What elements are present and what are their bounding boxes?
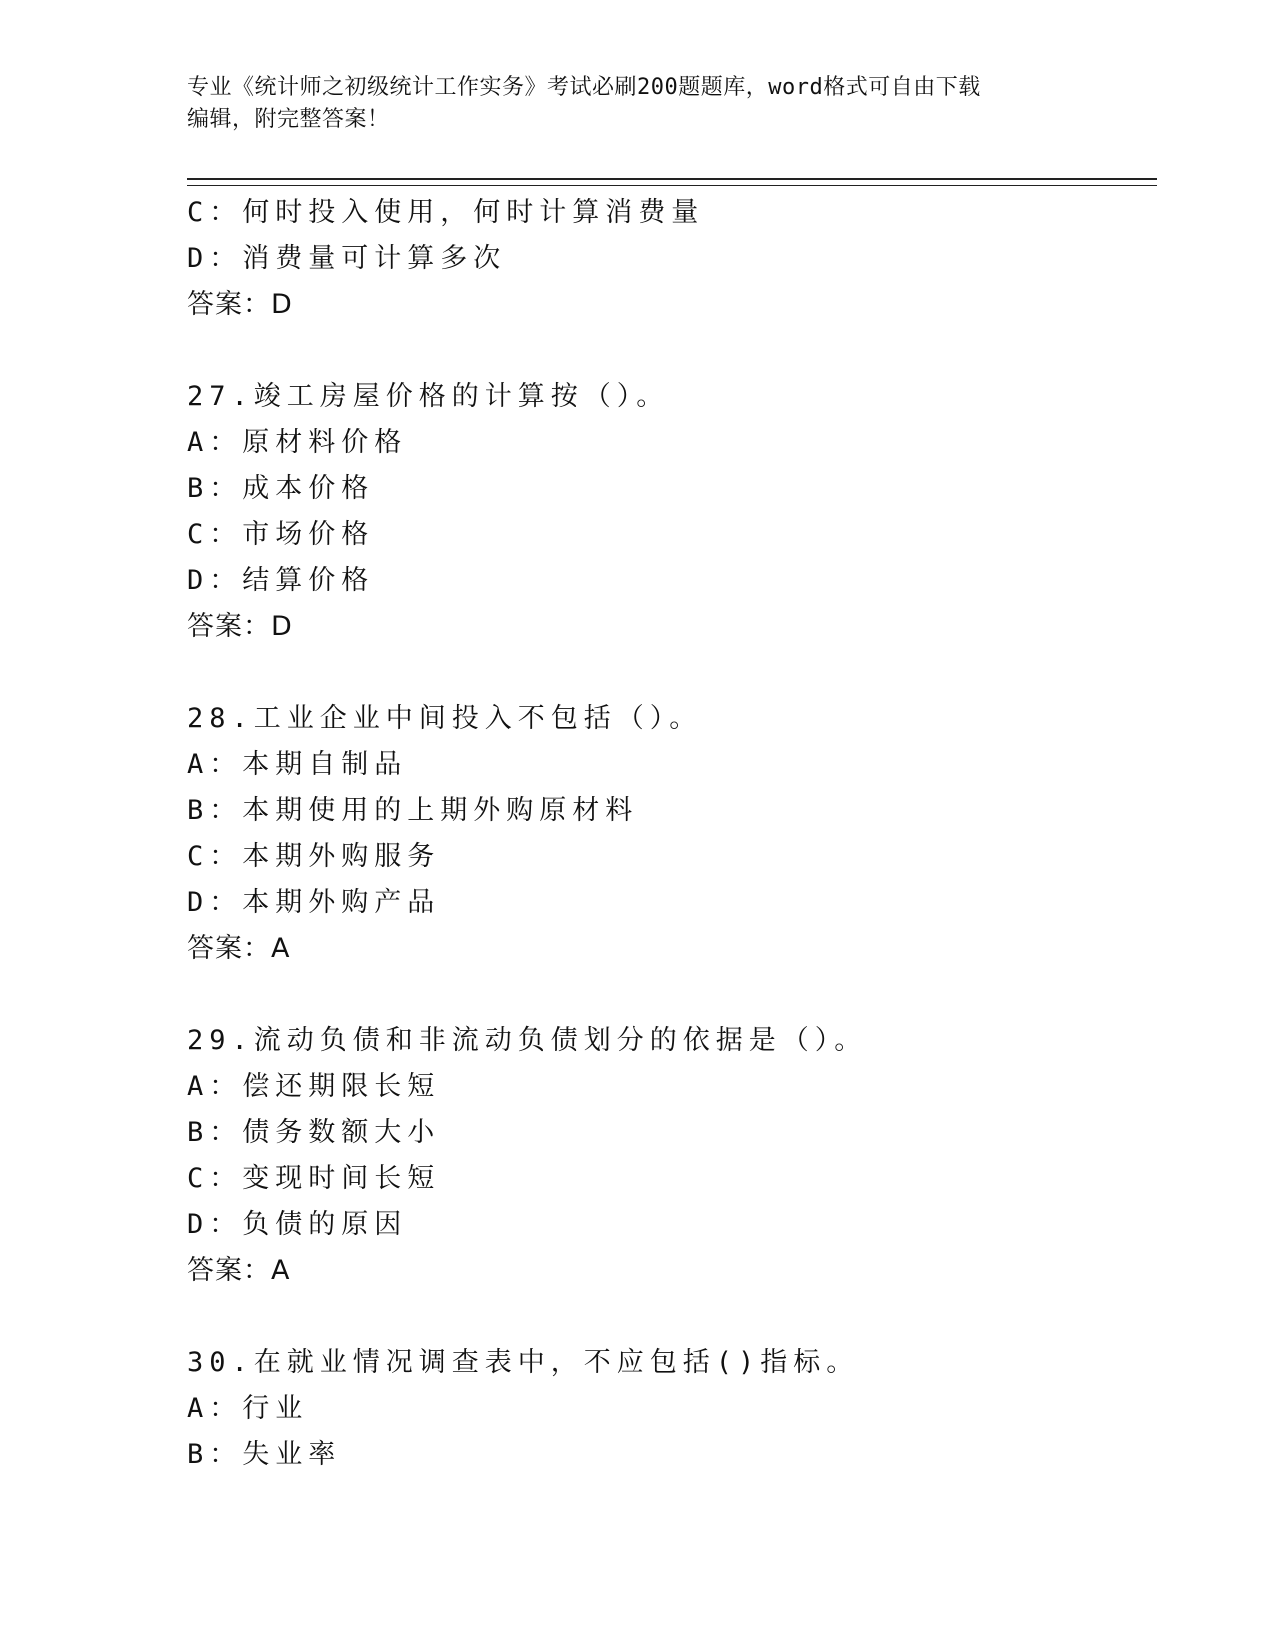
question-27: [187, 374, 1187, 650]
option-b: B：成本价格: [187, 473, 375, 504]
option-b: B：债务数额大小: [187, 1117, 441, 1148]
document-header: [187, 72, 1087, 136]
option-d: D：本期外购产品: [187, 887, 441, 918]
question-stem: 30.在就业情况调查表中，不应包括()指标。: [187, 1347, 860, 1378]
option-c: C：何时投入使用，何时计算消费量: [187, 197, 705, 228]
spacer: [187, 1294, 1187, 1340]
option-c: C：本期外购服务: [187, 841, 441, 872]
spacer: [187, 650, 1187, 696]
option-a: A：偿还期限长短: [187, 1071, 441, 1102]
option-c: C：市场价格: [187, 519, 375, 550]
question-28: [187, 696, 1187, 972]
answer-line: 答案：D: [187, 611, 293, 642]
option-a: A：本期自制品: [187, 749, 408, 780]
header-line-1: 专业《统计师之初级统计工作实务》考试必刷200题题库，word格式可自由下载: [187, 75, 981, 100]
question-stem: 27.竣工房屋价格的计算按（）。: [187, 381, 670, 412]
question-list: [187, 190, 1187, 1478]
question-29: [187, 1018, 1187, 1294]
header-divider: [187, 178, 1157, 186]
header-line-2: 编辑，附完整答案！: [187, 107, 390, 132]
question-30: [187, 1340, 1187, 1478]
question-stem: 28.工业企业中间投入不包括（）。: [187, 703, 703, 734]
option-c: C：变现时间长短: [187, 1163, 441, 1194]
option-d: D：消费量可计算多次: [187, 243, 507, 274]
spacer: [187, 328, 1187, 374]
option-d: D：负债的原因: [187, 1209, 408, 1240]
option-b: B：失业率: [187, 1439, 342, 1470]
option-a: A：行业: [187, 1393, 309, 1424]
question-continuation: [187, 190, 1187, 328]
option-b: B：本期使用的上期外购原材料: [187, 795, 639, 826]
answer-line: 答案：D: [187, 289, 293, 320]
option-a: A：原材料价格: [187, 427, 408, 458]
question-stem: 29.流动负债和非流动负债划分的依据是（）。: [187, 1025, 868, 1056]
answer-line: 答案：A: [187, 1255, 291, 1286]
option-d: D：结算价格: [187, 565, 375, 596]
answer-line: 答案：A: [187, 933, 291, 964]
spacer: [187, 972, 1187, 1018]
